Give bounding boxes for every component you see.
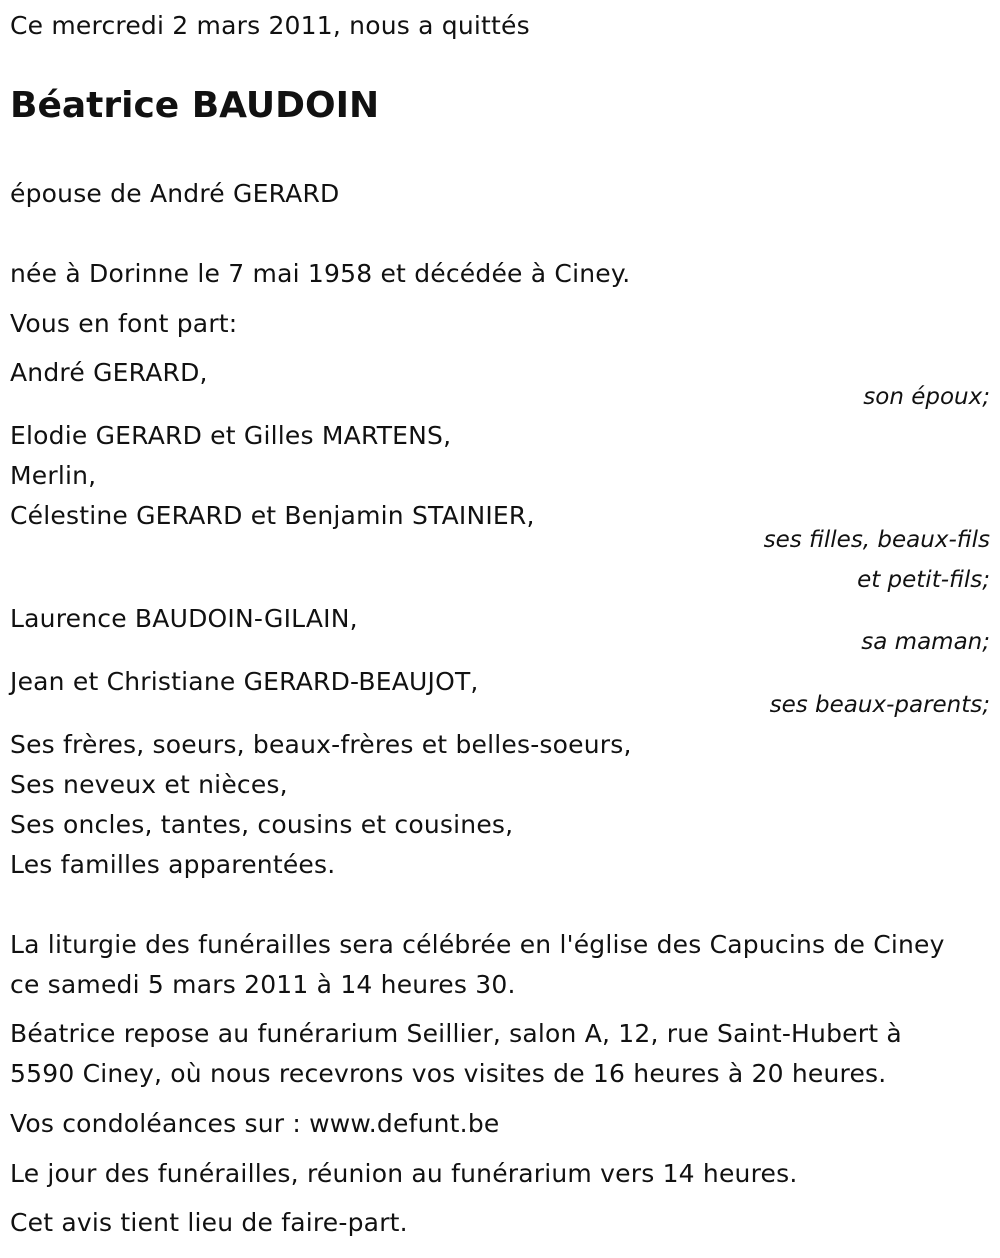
family-others-line: Ses neveux et nièces, [10, 770, 288, 799]
family-in-laws-name: Jean et Christiane GERARD-BEAUJOT, [10, 667, 479, 696]
birth-death-line: née à Dorinne le 7 mai 1958 et décédée à Ciney. [10, 259, 631, 288]
liturgy-line: ce samedi 5 mars 2011 à 14 heures 30. [10, 970, 516, 999]
family-mother-role: sa maman; [861, 629, 990, 655]
family-in-laws-role: ses beaux-parents; [769, 692, 990, 718]
family-others-line: Ses oncles, tantes, cousins et cousines, [10, 810, 514, 839]
condolences-line: Vos condoléances sur : www.defunt.be [10, 1109, 500, 1138]
repose-line: Béatrice repose au funérarium Seillier, salon A, 12, rue Saint-Hubert à [10, 1019, 902, 1048]
family-spouse-role: son époux; [863, 384, 990, 410]
family-children-line: Célestine GERARD et Benjamin STAINIER, [10, 501, 535, 530]
family-children-role: ses filles, beaux-fils [763, 527, 990, 553]
family-children-line: Elodie GERARD et Gilles MARTENS, [10, 421, 452, 450]
deceased-name: Béatrice BAUDOIN [10, 85, 380, 126]
liturgy-line: La liturgie des funérailles sera célébrée en l'église des Capucins de Ciney [10, 930, 945, 959]
family-spouse-name: André GERARD, [10, 358, 208, 387]
intro-line: Ce mercredi 2 mars 2011, nous a quittés [10, 11, 530, 40]
family-mother-name: Laurence BAUDOIN-GILAIN, [10, 604, 358, 633]
family-children-role: et petit-fils; [857, 567, 990, 593]
repose-line: 5590 Ciney, où nous recevrons vos visites de 16 heures à 20 heures. [10, 1059, 887, 1088]
notify-line: Vous en font part: [10, 309, 238, 338]
spouse-line: épouse de André GERARD [10, 179, 340, 208]
meeting-line: Le jour des funérailles, réunion au funérarium vers 14 heures. [10, 1159, 798, 1188]
family-others-line: Ses frères, soeurs, beaux-frères et belles-soeurs, [10, 730, 632, 759]
family-children-line: Merlin, [10, 461, 97, 490]
family-others-line: Les familles apparentées. [10, 850, 336, 879]
notice-line: Cet avis tient lieu de faire-part. [10, 1208, 408, 1237]
